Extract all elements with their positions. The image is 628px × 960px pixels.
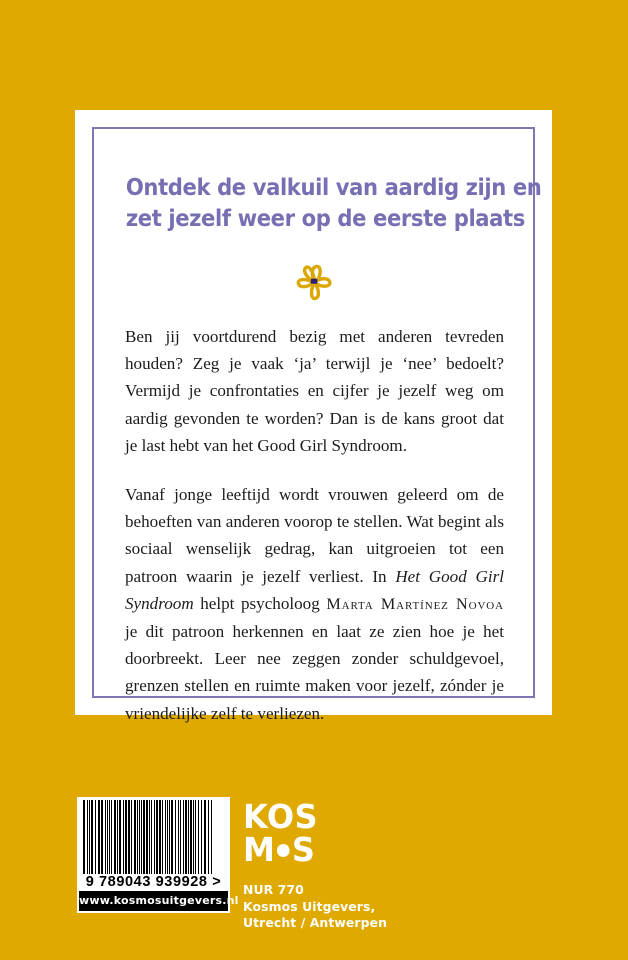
headline-line-2: zet jezelf weer op de eerste plaats: [125, 204, 525, 232]
publisher-url: www.kosmosuitgevers.nl: [79, 891, 228, 911]
publisher-cities: Utrecht / Antwerpen: [243, 915, 388, 930]
nur-code: NUR 770: [243, 882, 304, 897]
blurb-p2-part3: je dit patroon herkennen en laat ze zien hoe je het doorbreekt. Leer nee zeggen zonder schuldgevoel, grenzen stellen en ruimte maken voor jezelf, zónder je vriendelijke zelf te verliezen.: [125, 622, 504, 723]
ornament: [75, 260, 552, 304]
logo-line-2: [243, 830, 437, 869]
barcode-bars: [83, 800, 224, 874]
author-name: Marta Martínez Novoa: [326, 594, 504, 613]
blurb-paragraph-2: [125, 481, 504, 727]
imprint-info: [243, 882, 443, 932]
isbn-digits: 9 789043 939928 >: [85, 874, 222, 890]
logo-dot-icon: [277, 844, 290, 857]
blurb-p2-part2: helpt psycholoog: [193, 593, 327, 613]
publisher-name: Kosmos Uitgevers,: [243, 898, 376, 914]
flower-icon: [292, 260, 336, 304]
book-title: Het Good Girl Syndroom: [125, 566, 504, 613]
back-cover-blurb: [125, 323, 504, 727]
flower-center: [310, 279, 317, 284]
blurb-p2-part1: Vanaf jonge leeftijd wordt vrouwen geleerd om de behoeften van anderen voorop te stellen. Wat begint als sociaal wenselijk gedrag, kan uitgroeien tot een patroon waarin je jezelf verliest. In: [125, 485, 504, 586]
headline-line-1: Ontdek de valkuil van aardig zijn en: [125, 173, 542, 201]
page-title: [125, 172, 542, 234]
cover-panel: [75, 110, 552, 723]
logo-line-1: KOS: [243, 797, 319, 836]
logo-letter-m: M: [243, 830, 276, 869]
publisher-block: [243, 797, 443, 932]
barcode-block: [73, 793, 239, 917]
blurb-paragraph-1: Ben jij voortdurend bezig met anderen tevreden houden? Zeg je vaak ‘ja’ terwijl je ‘nee’ bedoelt? Vermijd je confrontaties en cijfer je jezelf weg om aardig gevonden te worden? Dan is de kans groot dat je last hebt van het Good Girl Syndroom.: [125, 327, 504, 455]
logo-letter-s: S: [291, 830, 316, 869]
kosmos-logo: [243, 797, 437, 869]
